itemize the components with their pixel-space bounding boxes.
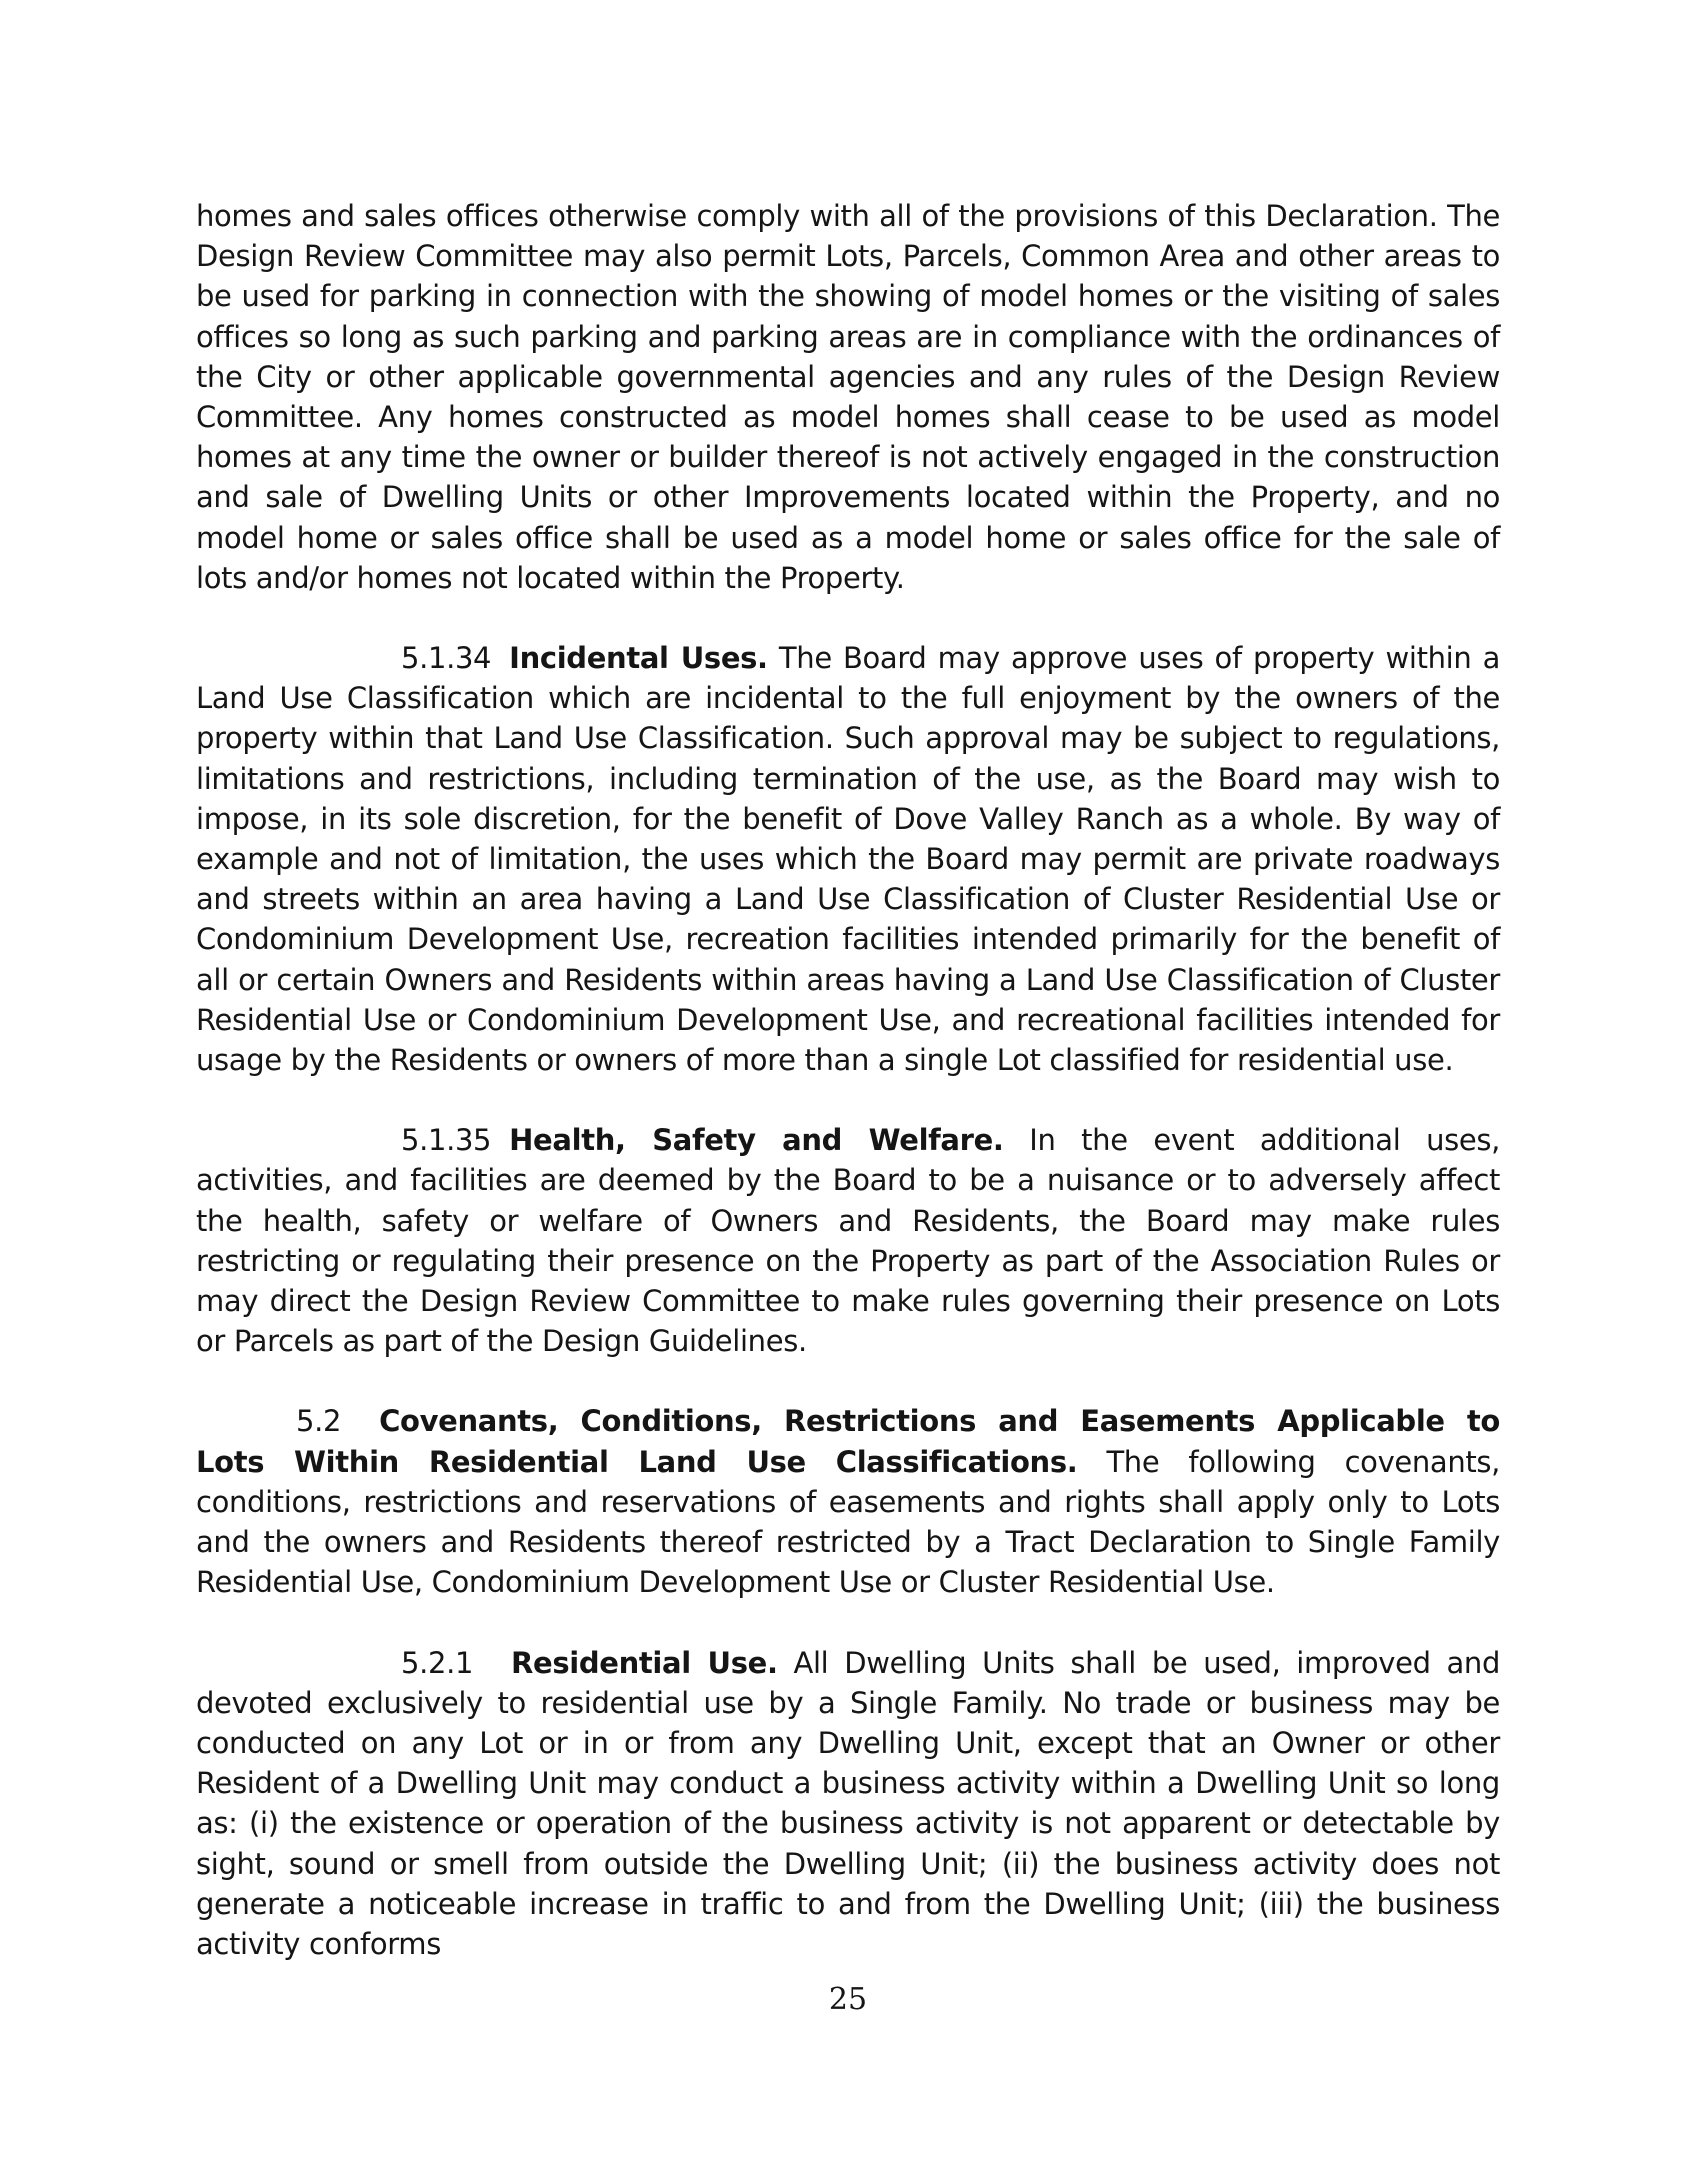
page-number: 25	[828, 1982, 868, 2017]
section-body: The following covenants, conditions, restrictions and reservations of easements and rights shall apply only to Lots and the owners and Residents thereof restricted by a Tract Declaration to Single Family Residential Use, Condominium Development Use or Cluster Residential Use.	[196, 1444, 1501, 1600]
section-number: 5.1.34	[401, 641, 492, 676]
section-body: All Dwelling Units shall be used, improved and devoted exclusively to residential use by a Single Family. No trade or business may be conducted on any Lot or in or from any Dwelling Unit, except that an Owner or other Resident of a Dwelling Unit may conduct a business activity within a Dwelling Unit so long as: (i) the existence or operation of the business activity is not apparent or detectable by sight, sound or smell from outside the Dwelling Unit; (ii) the business activity does not generate a noticeable increase in traffic to and from the Dwelling Unit; (iii) the business activity conforms	[196, 1645, 1501, 1961]
section-heading: Residential Use.	[511, 1645, 778, 1680]
continuation-paragraph: homes and sales offices otherwise comply with all of the provisions of this Declaration. The Design Review Committee may also permit Lots, Parcels, Common Area and other areas to be used for parking in connection with the showing of model homes or the visiting of sales offices so long as such parking and parking areas are in compliance with the ordinances of the City or other applicable governmental agencies and any rules of the Design Review Committee. Any homes constructed as model homes shall cease to be used as model homes at any time the owner or builder thereof is not actively engaged in the construction and sale of Dwelling Units or other Improvements located within the Property, and no model home or sales office shall be used as a model home or sales office for the sale of lots and/or homes not located within the Property.	[196, 199, 1500, 595]
section-number: 5.1.35	[401, 1123, 492, 1158]
section-body: In the event additional uses, activities, and facilities are deemed by the Board to be a nuisance or to adversely affect the health, safety or welfare of Owners and Residents, the Board may make rules restricting or regulating their presence on the Property as part of the Association Rules or may direct the Design Review Committee to make rules governing their presence on Lots or Parcels as part of the Design Guidelines.	[196, 1123, 1500, 1359]
section-5-2	[196, 1401, 1500, 1602]
section-5-2-1	[196, 1643, 1500, 1965]
section-number: 5.2	[296, 1404, 342, 1439]
section-5-1-34	[196, 638, 1500, 1080]
section-body: The Board may approve uses of property within a Land Use Classification which are incidental to the full enjoyment by the owners of the property within that Land Use Classification. Such approval may be subject to regulations, limitations and restrictions, including termination of the use, as the Board may wish to impose, in its sole discretion, for the benefit of Dove Valley Ranch as a whole. By way of example and not of limitation, the uses which the Board may permit are private roadways and streets within an area having a Land Use Classification of Cluster Residential Use or Condominium Development Use, recreation facilities intended primarily for the benefit of all or certain Owners and Residents within areas having a Land Use Classification of Cluster Residential Use or Condominium Development Use, and recreational facilities intended for usage by the Residents or owners of more than a single Lot classified for residential use.	[196, 641, 1500, 1078]
section-heading: Incidental Uses.	[509, 641, 768, 676]
section-5-1-35	[196, 1120, 1500, 1361]
section-heading: Covenants, Conditions, Restrictions and Easements Applicable to Lots Within Residential Land Use Classifications.	[196, 1404, 1500, 1479]
section-number: 5.2.1	[401, 1645, 474, 1680]
section-heading: Health, Safety and Welfare.	[509, 1123, 1004, 1158]
document-page	[196, 196, 1500, 1964]
